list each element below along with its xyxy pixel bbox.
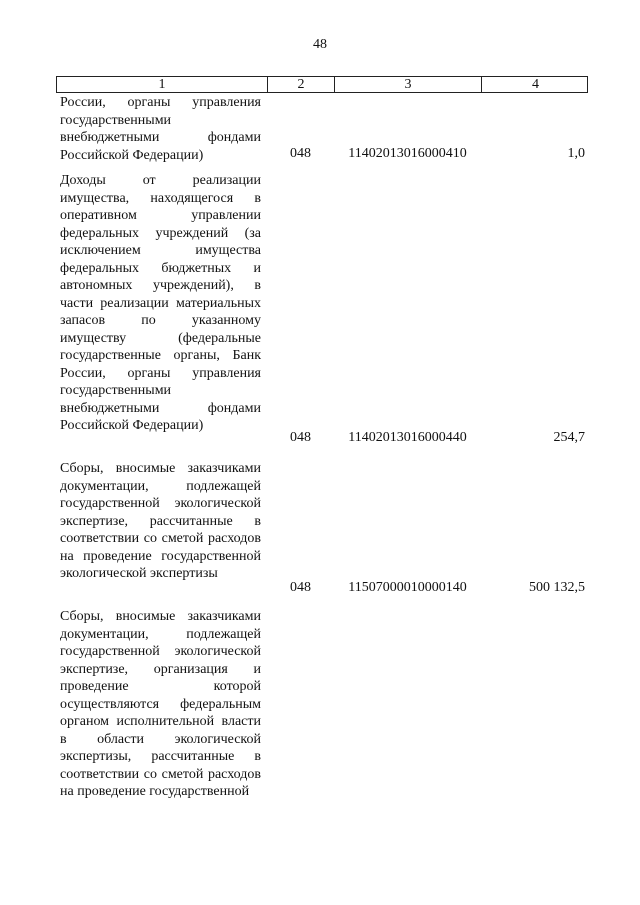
- row-description: Сборы, вносимые заказчиками документации, подлежащей государственной экологической экспертизе, организация и проведение которой осуществляются федеральным органом исполнительной власти в области экологической экспертизы, рассчитанные в соответствии со сметой расходов на проведение государственной: [60, 609, 261, 799]
- row-budget-code: 11402013016000440: [348, 430, 467, 445]
- table-header-row: [56, 76, 588, 93]
- table-row: [56, 608, 588, 838]
- row-budget-code: 11402013016000410: [348, 146, 467, 161]
- table-row: [56, 94, 588, 166]
- row-description: Доходы от реализации имущества, находящегося в оперативном управлении федеральных учреждений (за исключением имущества федеральных бюджетных и автономных учреждений), в части реализации материальных запасов по указанному имуществу (федеральные государственные органы, Банк России, органы управления государственными внебюджетными фондами Российской Федерации): [60, 173, 261, 433]
- column-header-4: 4: [532, 77, 539, 92]
- page-number: 48: [313, 37, 327, 52]
- row-amount: 500 132,5: [529, 580, 585, 595]
- row-admin-code: 048: [290, 146, 311, 161]
- table-row: [56, 172, 588, 452]
- table-row: [56, 460, 588, 600]
- row-amount: 1,0: [567, 146, 585, 161]
- row-description: Сборы, вносимые заказчиками документации, подлежащей государственной экологической экспертизе, рассчитанные в соответствии со сметой расходов на проведение государственной экологической экспертизы: [60, 461, 261, 581]
- column-header-2: 2: [268, 77, 335, 92]
- row-budget-code: 11507000010000140: [348, 580, 467, 595]
- row-admin-code: 048: [290, 430, 311, 445]
- row-description: России, органы управления государственными внебюджетными фондами Российской Федерации): [60, 95, 261, 163]
- row-amount: 254,7: [553, 430, 585, 445]
- column-header-3: 3: [335, 77, 482, 92]
- column-header-1: 1: [57, 77, 268, 92]
- row-admin-code: 048: [290, 580, 311, 595]
